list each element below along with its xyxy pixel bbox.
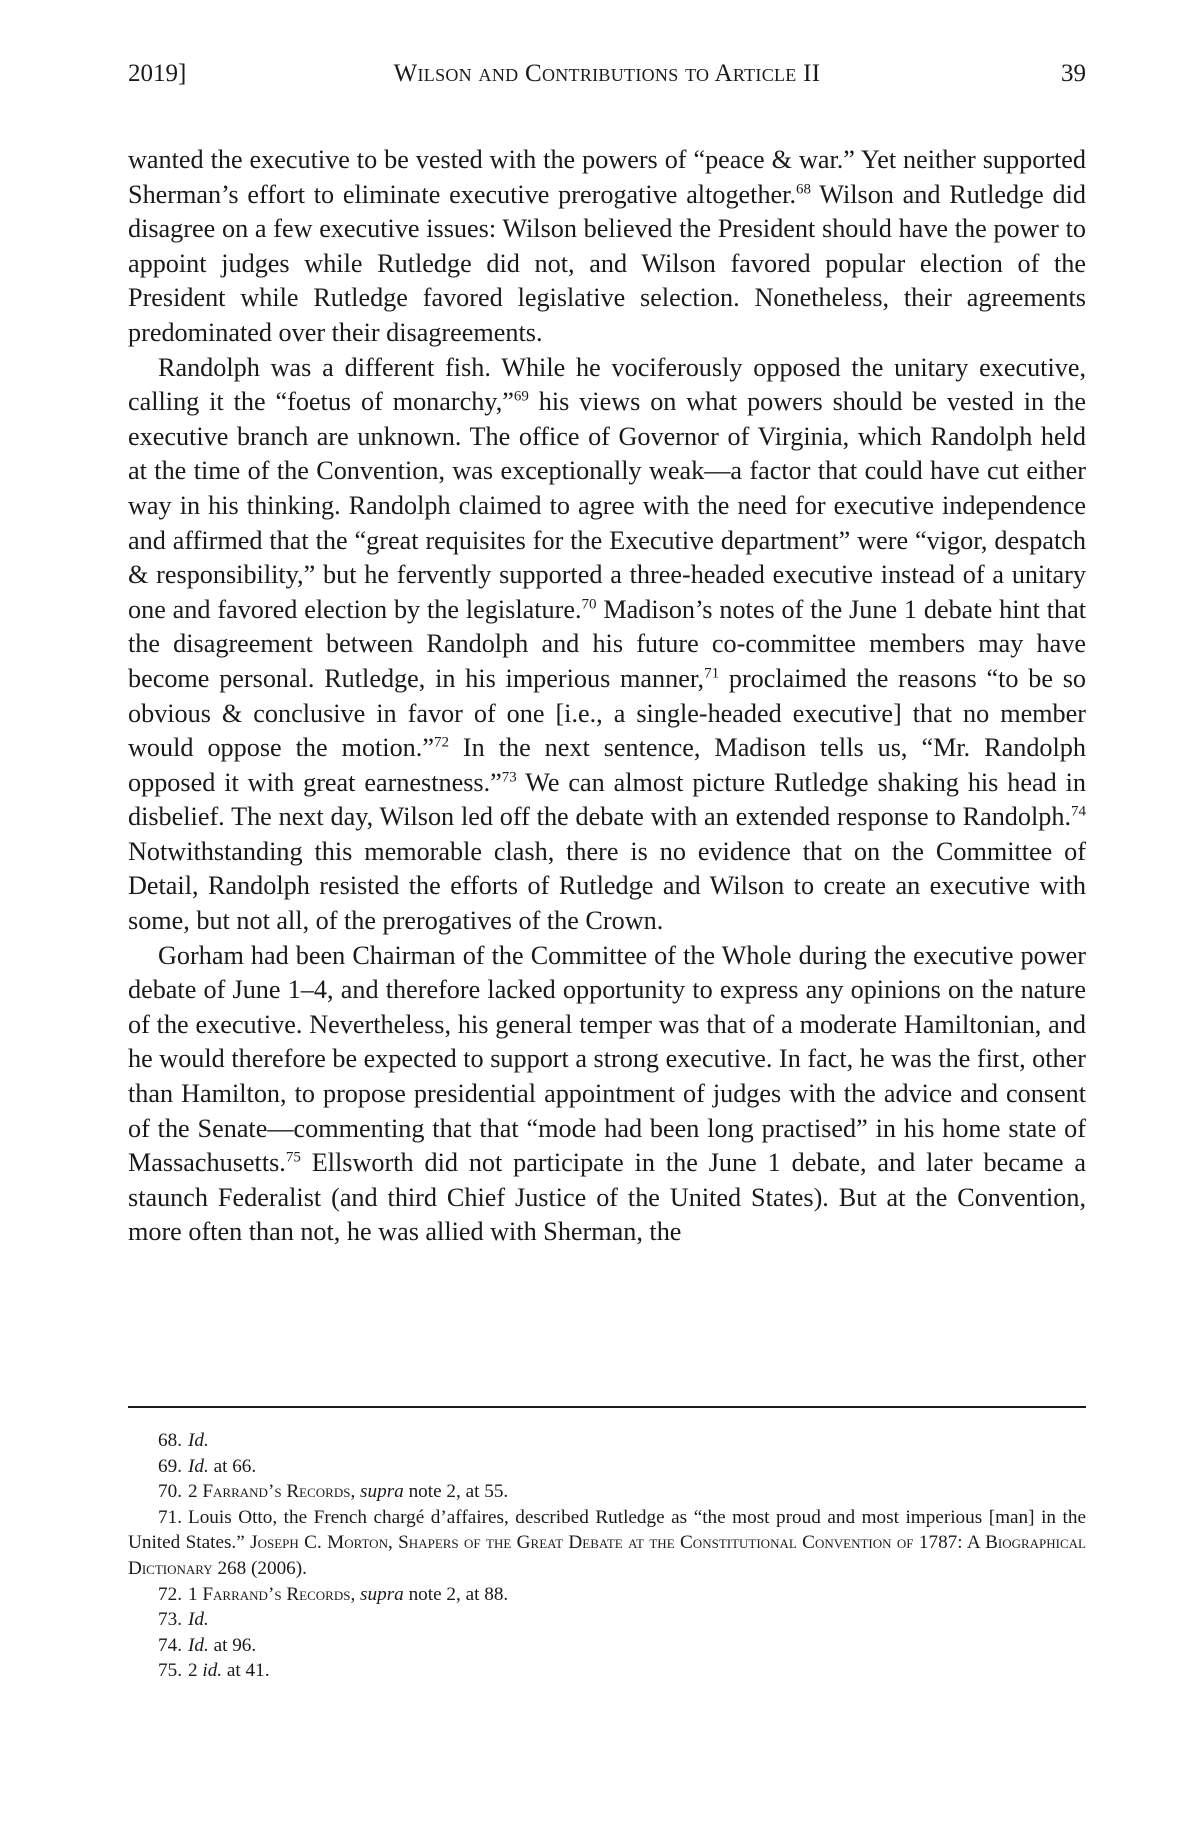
- footnote-number: 74.: [158, 1634, 182, 1656]
- footnote-text: 2: [187, 1481, 203, 1503]
- text-run: Ellsworth did not participate in the June 1 debate, and later became a staunch Federalist (and third Chief Justice of the United States). But at the Convention, more often than not, he was allied with Sherman, the: [128, 1148, 1086, 1247]
- footnote-book: Joseph C. Morton, Shapers of the Great Debate at the Constitutional Convention of 1787: A Biographical Dictionary: [128, 1532, 1087, 1579]
- footnote-text: ,: [350, 1481, 361, 1503]
- text-run: his views on what powers should be vested in the executive branch are unknown. The office of Governor of Virginia, which Randolph held at the time of the Convention, was exceptionally weak—a factor that could have cut either way in his thinking. Randolph claimed to agree with the need for executive independence and affirmed that the “great requisites for the Executive department” were “vigor, despatch & responsibility,” but he fervently supported a three-headed executive instead of a unitary one and favored election by the legislature.: [128, 387, 1086, 624]
- text-run: Notwithstanding this memorable clash, there is no evidence that on the Committee of Detail, Randolph resisted the efforts of Rutledge and Wilson to create an executive with some, but not all, of the prerogatives of the Crown.: [128, 836, 1086, 936]
- body-text: [128, 143, 1086, 1250]
- text-run: Madison’s notes of the June 1 debate hint that the disagreement between Randolph and his future co-committee members may have become personal. Rutledge, in his imperious manner,: [128, 594, 1086, 693]
- text-run: In the next sentence, Madison tells us, “Mr. Randolph opposed it with great earnestness.”: [128, 733, 1086, 797]
- footnote-source: Farrand’s Records: [202, 1583, 351, 1605]
- footnote-number: 68.: [158, 1430, 182, 1451]
- footnote-72: [128, 1582, 1086, 1608]
- text-run: Randolph was a different fish. While he vociferously opposed the unitary executive, calling it the “foetus of monarchy,”: [128, 352, 1086, 417]
- footnote-divider: [128, 1406, 1086, 1408]
- text-run: wanted the executive to be vested with the powers of “peace & war.” Yet neither supported Sherman’s effort to eliminate executive prerogative altogether.: [128, 145, 1086, 209]
- footnote-cite: Id.: [187, 1455, 209, 1477]
- footnotes: [128, 1428, 1086, 1684]
- footnote-text: note 2, at 88.: [403, 1583, 509, 1605]
- footnote-ref-72[interactable]: 72: [433, 734, 449, 751]
- footnote-68: [128, 1428, 1086, 1454]
- footnote-signal: supra: [360, 1481, 404, 1503]
- footnote-69: [128, 1454, 1086, 1480]
- page-number: 39: [1061, 60, 1086, 87]
- footnote-cite: Id.: [187, 1430, 209, 1451]
- footnote-cite: Id.: [187, 1609, 209, 1631]
- paragraph-1: [128, 143, 1086, 351]
- footnote-text: at 41.: [222, 1660, 270, 1682]
- footnote-ref-70[interactable]: 70: [581, 596, 597, 613]
- footnote-ref-74[interactable]: 74: [1071, 803, 1086, 820]
- header-title: Wilson and Contributions to Article II: [393, 60, 821, 87]
- paragraph-3: [128, 939, 1086, 1250]
- footnote-source: Farrand’s Records: [202, 1481, 351, 1503]
- header-year: 2019]: [128, 60, 187, 87]
- footnote-75: [128, 1658, 1086, 1684]
- footnote-text: ,: [350, 1583, 361, 1605]
- footnote-number: 75.: [158, 1660, 182, 1682]
- footnote-number: 72.: [158, 1583, 182, 1605]
- footnote-number: 69.: [158, 1455, 182, 1477]
- footnote-text: at 66.: [208, 1455, 257, 1477]
- text-run: Wilson and Rutledge did disagree on a few executive issues: Wilson believed the President should have the power to appoint judges while Rutledge did not, and Wilson favored popular election of the President while Rutledge favored legislative selection. Nonetheless, their agreements predominated over their disagreements.: [128, 179, 1087, 347]
- footnote-text: note 2, at 55.: [403, 1481, 509, 1503]
- footnote-73: [128, 1607, 1086, 1633]
- footnote-text: 2: [187, 1660, 203, 1682]
- footnote-signal: supra: [360, 1583, 404, 1605]
- footnote-text: at 96.: [208, 1634, 257, 1656]
- footnote-text: Louis Otto, the French chargé d’affaires, described Rutledge as “the most proud and most imperious [man] in the United States.”: [128, 1506, 1086, 1554]
- footnote-text: 268 (2006).: [212, 1557, 307, 1579]
- text-run: Gorham had been Chairman of the Committee of the Whole during the executive power debate of June 1–4, and therefore lacked opportunity to express any opinions on the nature of the executive. Nevertheless, his general temper was that of a moderate Hamiltonian, and he would therefore be expected to support a strong executive. In fact, he was the first, other than Hamilton, to propose presidential appointment of judges with the advice and consent of the Senate—commenting that that “mode had been long practised” in his home state of Massachusetts.: [128, 940, 1086, 1178]
- running-head: [128, 56, 1086, 92]
- footnote-ref-69[interactable]: 69: [513, 388, 529, 405]
- footnote-ref-75[interactable]: 75: [285, 1149, 301, 1166]
- text-run: We can almost picture Rutledge shaking his head in disbelief. The next day, Wilson led off the debate with an extended response to Randolph.: [128, 767, 1086, 832]
- footnote-number: 73.: [158, 1609, 182, 1631]
- footnote-number: 71.: [158, 1506, 182, 1528]
- footnote-cite: Id.: [187, 1634, 209, 1656]
- paragraph-2: [128, 351, 1086, 939]
- footnote-ref-73[interactable]: 73: [501, 769, 517, 786]
- footnote-text: 1: [187, 1583, 203, 1605]
- footnote-number: 70.: [158, 1481, 182, 1503]
- footnote-70: [128, 1479, 1086, 1505]
- footnote-ref-71[interactable]: 71: [704, 665, 720, 682]
- footnote-ref-68[interactable]: 68: [796, 181, 811, 198]
- footnote-cite: id.: [202, 1660, 223, 1682]
- text-run: proclaimed the reasons “to be so obvious & conclusive in favor of one [i.e., a single-headed executive] that no member would oppose the motion.”: [128, 663, 1086, 763]
- footnote-74: [128, 1633, 1086, 1659]
- footnote-71: [128, 1505, 1086, 1582]
